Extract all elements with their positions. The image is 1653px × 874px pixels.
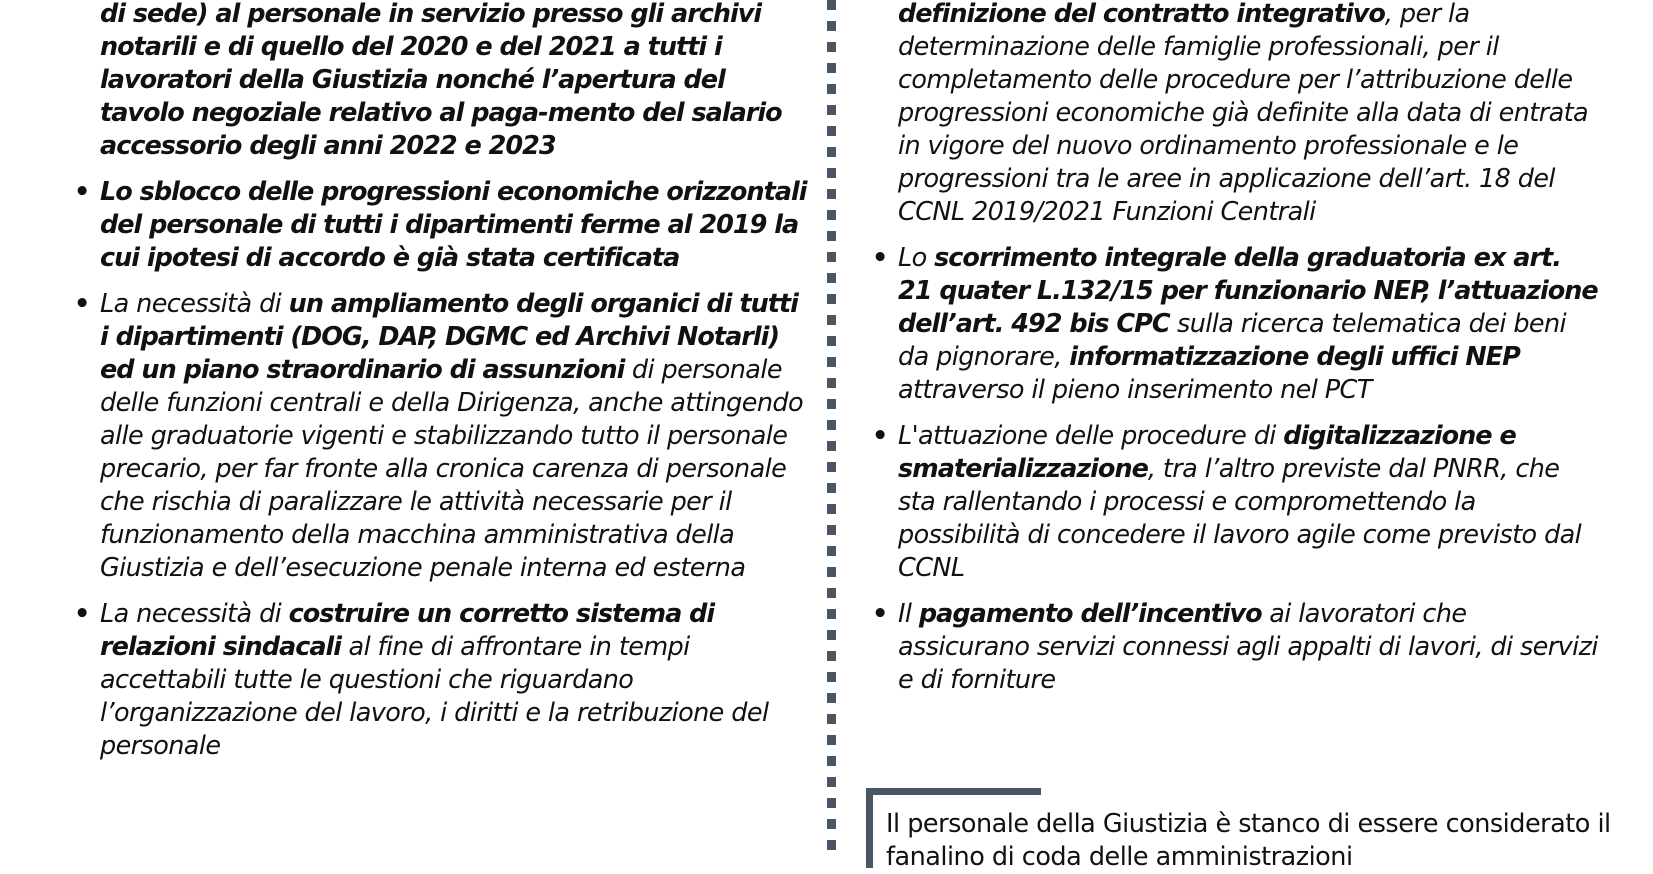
bullet-dot-icon: • [872,421,888,451]
right-continuation-paragraph [898,0,1598,229]
bold-text-segment: pagamento dell’incentivo [918,599,1262,629]
bullet-dot-icon: • [872,243,888,273]
bold-text-segment: costruire un corretto sistema di relazioni sindacali [100,599,715,662]
bold-text-segment: informatizzazione degli uffici NEP [1069,342,1520,372]
left-column [74,0,810,776]
bullet-dot-icon: • [74,599,90,629]
dotted-column-divider [827,0,836,854]
bold-text-segment: Lo sblocco delle progressioni economiche orizzontali del personale di tutti i dipartimenti ferme al 2019 la cui ipotesi di accordo è già stata certificata [100,177,807,273]
text-segment: Il [898,599,919,629]
bold-text-segment: digitalizzazione e smaterializzazione [898,421,1516,484]
text-segment: sulla ricerca telematica dei beni da pignorare, [898,309,1567,372]
bullet-item [872,420,1598,585]
bold-text-segment: definizione del contratto integrativo [898,0,1385,29]
text-segment: L'attuazione delle procedure di [898,421,1284,451]
bold-text-segment: un ampliamento degli organici di tutti i dipartimenti (DOG, DAP, DGMC ed Archivi Notarli) ed un piano straordinario di assunzioni [100,289,798,385]
text-segment: ai lavoratori che assicurano servizi connessi agli appalti di lavori, di servizi e di forniture [898,599,1598,695]
text-segment: Lo [898,243,935,273]
quote-top-bar [866,788,1041,795]
text-segment: attraverso il pieno inserimento nel PCT [898,375,1372,405]
bullet-dot-icon: • [872,599,888,629]
bullet-dot-icon: • [74,177,90,207]
bold-text-segment: scorrimento integrale della graduatoria ex art. 21 quater L.132/15 per funzionario NEP, l’attuazione dell’art. 492 bis CPC [898,243,1598,339]
bullet-item [872,598,1598,697]
bullet-item [74,176,810,275]
quote-left-bar [866,788,873,868]
bullet-item [74,598,810,763]
bullet-item [74,288,810,585]
bullet-dot-icon: • [74,289,90,319]
text-segment: di personale delle funzioni centrali e della Dirigenza, anche attingendo alle graduatorie vigenti e stabilizzando tutto il personale precario, per far fronte alla cronica carenza di personale che rischia di paralizzare le attività necessarie per il funzionamento della macchina amministrativa della Giustizia e dell’esecuzione penale interna ed esterna [100,355,803,583]
bullet-item [872,242,1598,407]
text-segment: , per la determinazione delle famiglie professionali, per il completamento delle procedure per l’attribuzione delle progressioni economiche già definite alla data di entrata in vigore del nuovo ordinamento professionale e le progressioni tra le aree in applicazione dell’art. 18 del CCNL 2019/2021 Funzioni Centrali [898,0,1589,227]
quote-text: Il personale della Giustizia è stanco di essere considerato il fanalino di coda delle amministrazioni [886,809,1611,872]
text-segment: al fine di affrontare in tempi accettabili tutte le questioni che riguardano l’organizzazione del lavoro, i diritti e la retribuzione del personale [100,632,769,761]
left-continuation-paragraph: di sede) al personale in servizio presso gli archivi notarili e di quello del 2020 e del 2021 a tutti i lavoratori della Giustizia nonché l’apertura del tavolo negoziale relativo al paga-mento del salario accessorio degli anni 2022 e 2023 [100,0,782,161]
text-segment: La necessità di [100,599,289,629]
text-segment: La necessità di [100,289,289,319]
text-segment: , tra l’altro previste dal PNRR, che sta rallentando i processi e compromettendo la possibilità di concedere il lavoro agile come previsto dal CCNL [898,454,1582,583]
right-column [872,0,1598,710]
